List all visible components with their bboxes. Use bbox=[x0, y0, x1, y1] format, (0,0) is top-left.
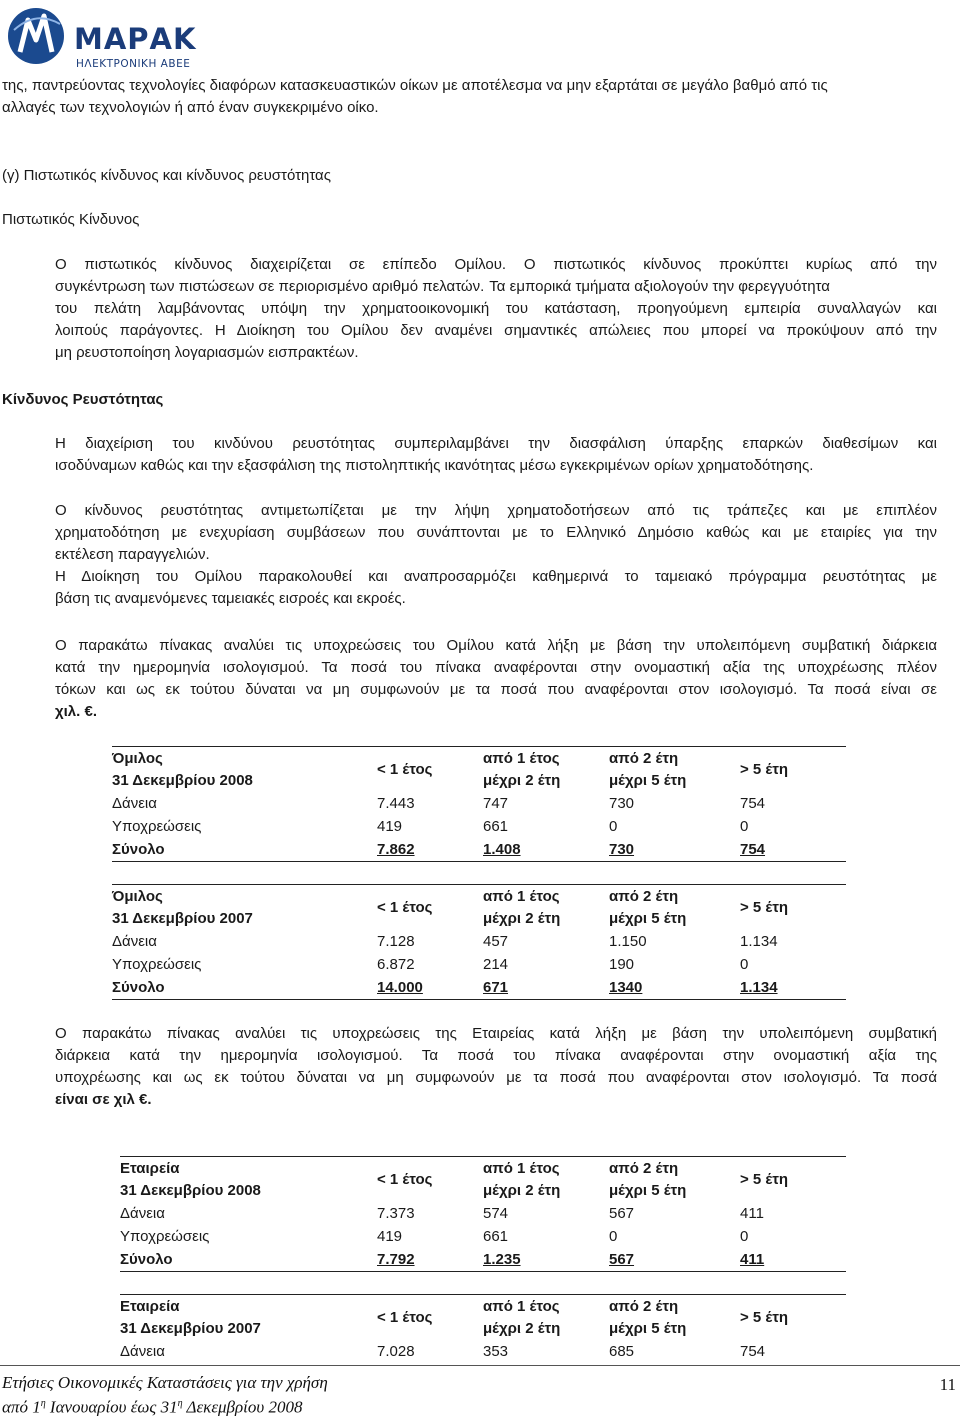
col-header: μέχρι 2 έτη bbox=[483, 771, 561, 789]
col-header: < 1 έτος bbox=[377, 747, 483, 793]
table-total-row: Σύνολο 7.792 1.235 567 411 bbox=[120, 1248, 846, 1272]
table-date: 31 Δεκεμβρίου 2007 bbox=[120, 1319, 261, 1337]
col-header: μέχρι 2 έτη bbox=[483, 1319, 561, 1337]
logo-emblem-icon bbox=[6, 2, 68, 68]
company-logo bbox=[6, 2, 206, 68]
text-line: ισοδύναμων καθώς και την εξασφάλιση της πιστοληπτικής ικανότητας μέσω εγκεκριμένων ορίων χρηματοδότησης. bbox=[55, 457, 814, 474]
table-entity: Όμιλος bbox=[112, 749, 163, 767]
col-header: από 2 έτη bbox=[609, 1297, 679, 1315]
liquidity-paragraph-1 bbox=[55, 433, 937, 477]
table-date: 31 Δεκεμβρίου 2007 bbox=[112, 909, 253, 927]
section-heading: (γ) Πιστωτικός κίνδυνος και κίνδυνος ρευστότητας bbox=[2, 167, 331, 184]
col-header: > 5 έτη bbox=[740, 1157, 846, 1203]
table-row: Υποχρεώσεις 419 661 0 0 bbox=[112, 817, 749, 835]
table-row: Δάνεια 7.028 353 685 754 bbox=[120, 1342, 766, 1360]
col-header: μέχρι 5 έτη bbox=[609, 1319, 687, 1337]
table-entity: Εταιρεία bbox=[120, 1297, 180, 1315]
text-line: κατά την ημερομηνία ισολογισμού. Τα ποσά του πίνακα αναφέρονται στην ονομαστική αξία της υποχρέωσης πλέον bbox=[55, 659, 937, 676]
col-header: από 1 έτος bbox=[483, 887, 560, 905]
table-row: Δάνεια 7.373 574 567 411 bbox=[120, 1204, 764, 1222]
table-row: Δάνεια 7.128 457 1.150 1.134 bbox=[112, 932, 778, 950]
page-number: 11 bbox=[939, 1375, 956, 1394]
footer-title: Ετήσιες Οικονομικές Καταστάσεις για την χρήση bbox=[2, 1373, 328, 1392]
text-line: του πελάτη λαμβάνοντας υπόψη την χρηματοοικονομική του κατάσταση, προηγούμενη εμπειρία συναλλαγών και bbox=[55, 300, 937, 317]
col-header: > 5 έτη bbox=[740, 885, 846, 931]
company-maturity-table-2008 bbox=[120, 1156, 846, 1272]
credit-risk-paragraph bbox=[55, 254, 937, 364]
text-line: Ο πιστωτικός κίνδυνος διαχειρίζεται σε επίπεδο Ομίλου. Ο πιστωτικός κίνδυνος προκύπτει κυρίως από την bbox=[55, 256, 937, 273]
text-line: βάση τις αναμενόμενες ταμειακές εισροές και εκροές. bbox=[55, 590, 406, 607]
text-line: λοιπούς παράγοντες. Η Διοίκηση του Ομίλου δεν αναμένει σημαντικές απώλειες που μπορεί να προκύψουν από την bbox=[55, 322, 937, 339]
text-line: της, παντρεύοντας τεχνολογίες διαφόρων κατασκευαστικών οίκων με αποτέλεσμα να μην εξαρτάται σε μεγάλο βαθμό από τις bbox=[2, 77, 828, 94]
col-header: μέχρι 2 έτη bbox=[483, 1181, 561, 1199]
text-line: χιλ. €. bbox=[55, 703, 97, 720]
logo-subtitle: ΗΛΕΚΤΡΟΝΙΚΗ ΑΒΕΕ bbox=[76, 58, 191, 70]
table-date: 31 Δεκεμβρίου 2008 bbox=[112, 771, 253, 789]
table-row: Υποχρεώσεις 6.872 214 190 0 bbox=[112, 955, 749, 973]
col-header: από 1 έτος bbox=[483, 1297, 560, 1315]
table-total-row: Σύνολο 14.000 671 1340 1.134 bbox=[112, 976, 846, 1000]
text-line: είναι σε χιλ €. bbox=[55, 1091, 152, 1108]
col-header: μέχρι 2 έτη bbox=[483, 909, 561, 927]
intro-paragraph bbox=[2, 75, 952, 119]
liquidity-risk-heading: Κίνδυνος Ρευστότητας bbox=[2, 391, 164, 408]
credit-risk-heading: Πιστωτικός Κίνδυνος bbox=[2, 211, 140, 228]
liquidity-paragraph-2 bbox=[55, 500, 937, 610]
table-row: Δάνεια 7.443 747 730 754 bbox=[112, 794, 766, 812]
text-line: Ο παρακάτω πίνακας αναλύει τις υποχρεώσεις της Εταιρείας κατά λήξη με βάση την υπολειπόμενη συμβατική bbox=[55, 1025, 937, 1042]
group-maturity-table-2008 bbox=[112, 746, 846, 862]
text-line: μη ρευστοποίηση λογαριασμών εισπρακτέων. bbox=[55, 344, 359, 361]
text-line: Τα εμπορικά τμήματα αξιολογούν την φερεγγυότητα bbox=[489, 278, 830, 295]
company-maturity-table-2007 bbox=[120, 1294, 846, 1363]
liquidity-paragraph-4 bbox=[55, 635, 937, 723]
col-header: μέχρι 5 έτη bbox=[609, 1181, 687, 1199]
col-header: από 2 έτη bbox=[609, 749, 679, 767]
page-footer bbox=[0, 1365, 960, 1415]
col-header: < 1 έτος bbox=[377, 1157, 483, 1203]
text-line: εκτέλεση παραγγελιών. bbox=[55, 546, 210, 563]
col-header: από 2 έτη bbox=[609, 1159, 679, 1177]
text-line: Ο παρακάτω πίνακας αναλύει τις υποχρεώσεις του Ομίλου κατά λήξη με βάση την υπολειπόμενη συμβατική διάρκεια bbox=[55, 637, 937, 654]
company-liabilities-paragraph bbox=[55, 1023, 937, 1111]
logo-name: ΜΑΡΑΚ bbox=[74, 22, 197, 56]
col-header: από 1 έτος bbox=[483, 749, 560, 767]
col-header: από 2 έτη bbox=[609, 887, 679, 905]
table-row: Υποχρεώσεις 419 661 0 0 bbox=[120, 1227, 749, 1245]
col-header: < 1 έτος bbox=[377, 1295, 483, 1341]
group-maturity-table-2007 bbox=[112, 884, 846, 1000]
footer-period: από $1^\eta$ Ιανουαρίου έως $31^\eta$ Δεκεμβρίου 2008 bbox=[2, 1397, 303, 1417]
col-header: μέχρι 5 έτη bbox=[609, 909, 687, 927]
text-line: αλλαγές των τεχνολογιών ή από έναν συγκεκριμένο οίκο. bbox=[2, 99, 379, 116]
col-header: > 5 έτη bbox=[740, 1295, 846, 1341]
text-line: υποχρέωσης και ως εκ τούτου δύναται να μη συμφωνούν με τα ποσά που αναφέρονται στον ισολογισμό. Τα ποσά bbox=[55, 1069, 937, 1086]
text-line: διάρκεια κατά την ημερομηνία ισολογισμού. Τα ποσά του πίνακα αναφέρονται στην ονομαστική αξία της bbox=[55, 1047, 937, 1064]
table-entity: Εταιρεία bbox=[120, 1159, 180, 1177]
col-header: > 5 έτη bbox=[740, 747, 846, 793]
table-date: 31 Δεκεμβρίου 2008 bbox=[120, 1181, 261, 1199]
table-total-row: Σύνολο 7.862 1.408 730 754 bbox=[112, 838, 846, 862]
text-line: τόκων και ως εκ τούτου δύναται να μη συμφωνούν με τα ποσά που αναφέρονται στον ισολογισμό. Τα ποσά είναι σε bbox=[55, 681, 937, 698]
table-entity: Όμιλος bbox=[112, 887, 163, 905]
text-line: Ο κίνδυνος ρευστότητας αντιμετωπίζεται με την λήψη χρηματοδοτήσεων από τις τράπεζες και με επιπλέον bbox=[55, 502, 937, 519]
text-line: Η Διοίκηση του Ομίλου παρακολουθεί και αναπροσαρμόζει καθημερινά το ταμειακό πρόγραμμα ρευστότητας με bbox=[55, 568, 937, 585]
col-header: μέχρι 5 έτη bbox=[609, 771, 687, 789]
text-line: συγκέντρωση των πιστώσεων σε περιορισμένο αριθμό πελατών. bbox=[55, 278, 485, 295]
text-line: Η διαχείριση του κινδύνου ρευστότητας συμπεριλαμβάνει την διασφάλιση ύπαρξης επαρκών διαθεσίμων και bbox=[55, 435, 937, 452]
col-header: από 1 έτος bbox=[483, 1159, 560, 1177]
text-line: χρηματοδότηση με ενεχυρίαση συμβάσεων που συνάπτονται με το Ελληνικό Δημόσιο καθώς και με εταιρίες για την bbox=[55, 524, 937, 541]
col-header: < 1 έτος bbox=[377, 885, 483, 931]
